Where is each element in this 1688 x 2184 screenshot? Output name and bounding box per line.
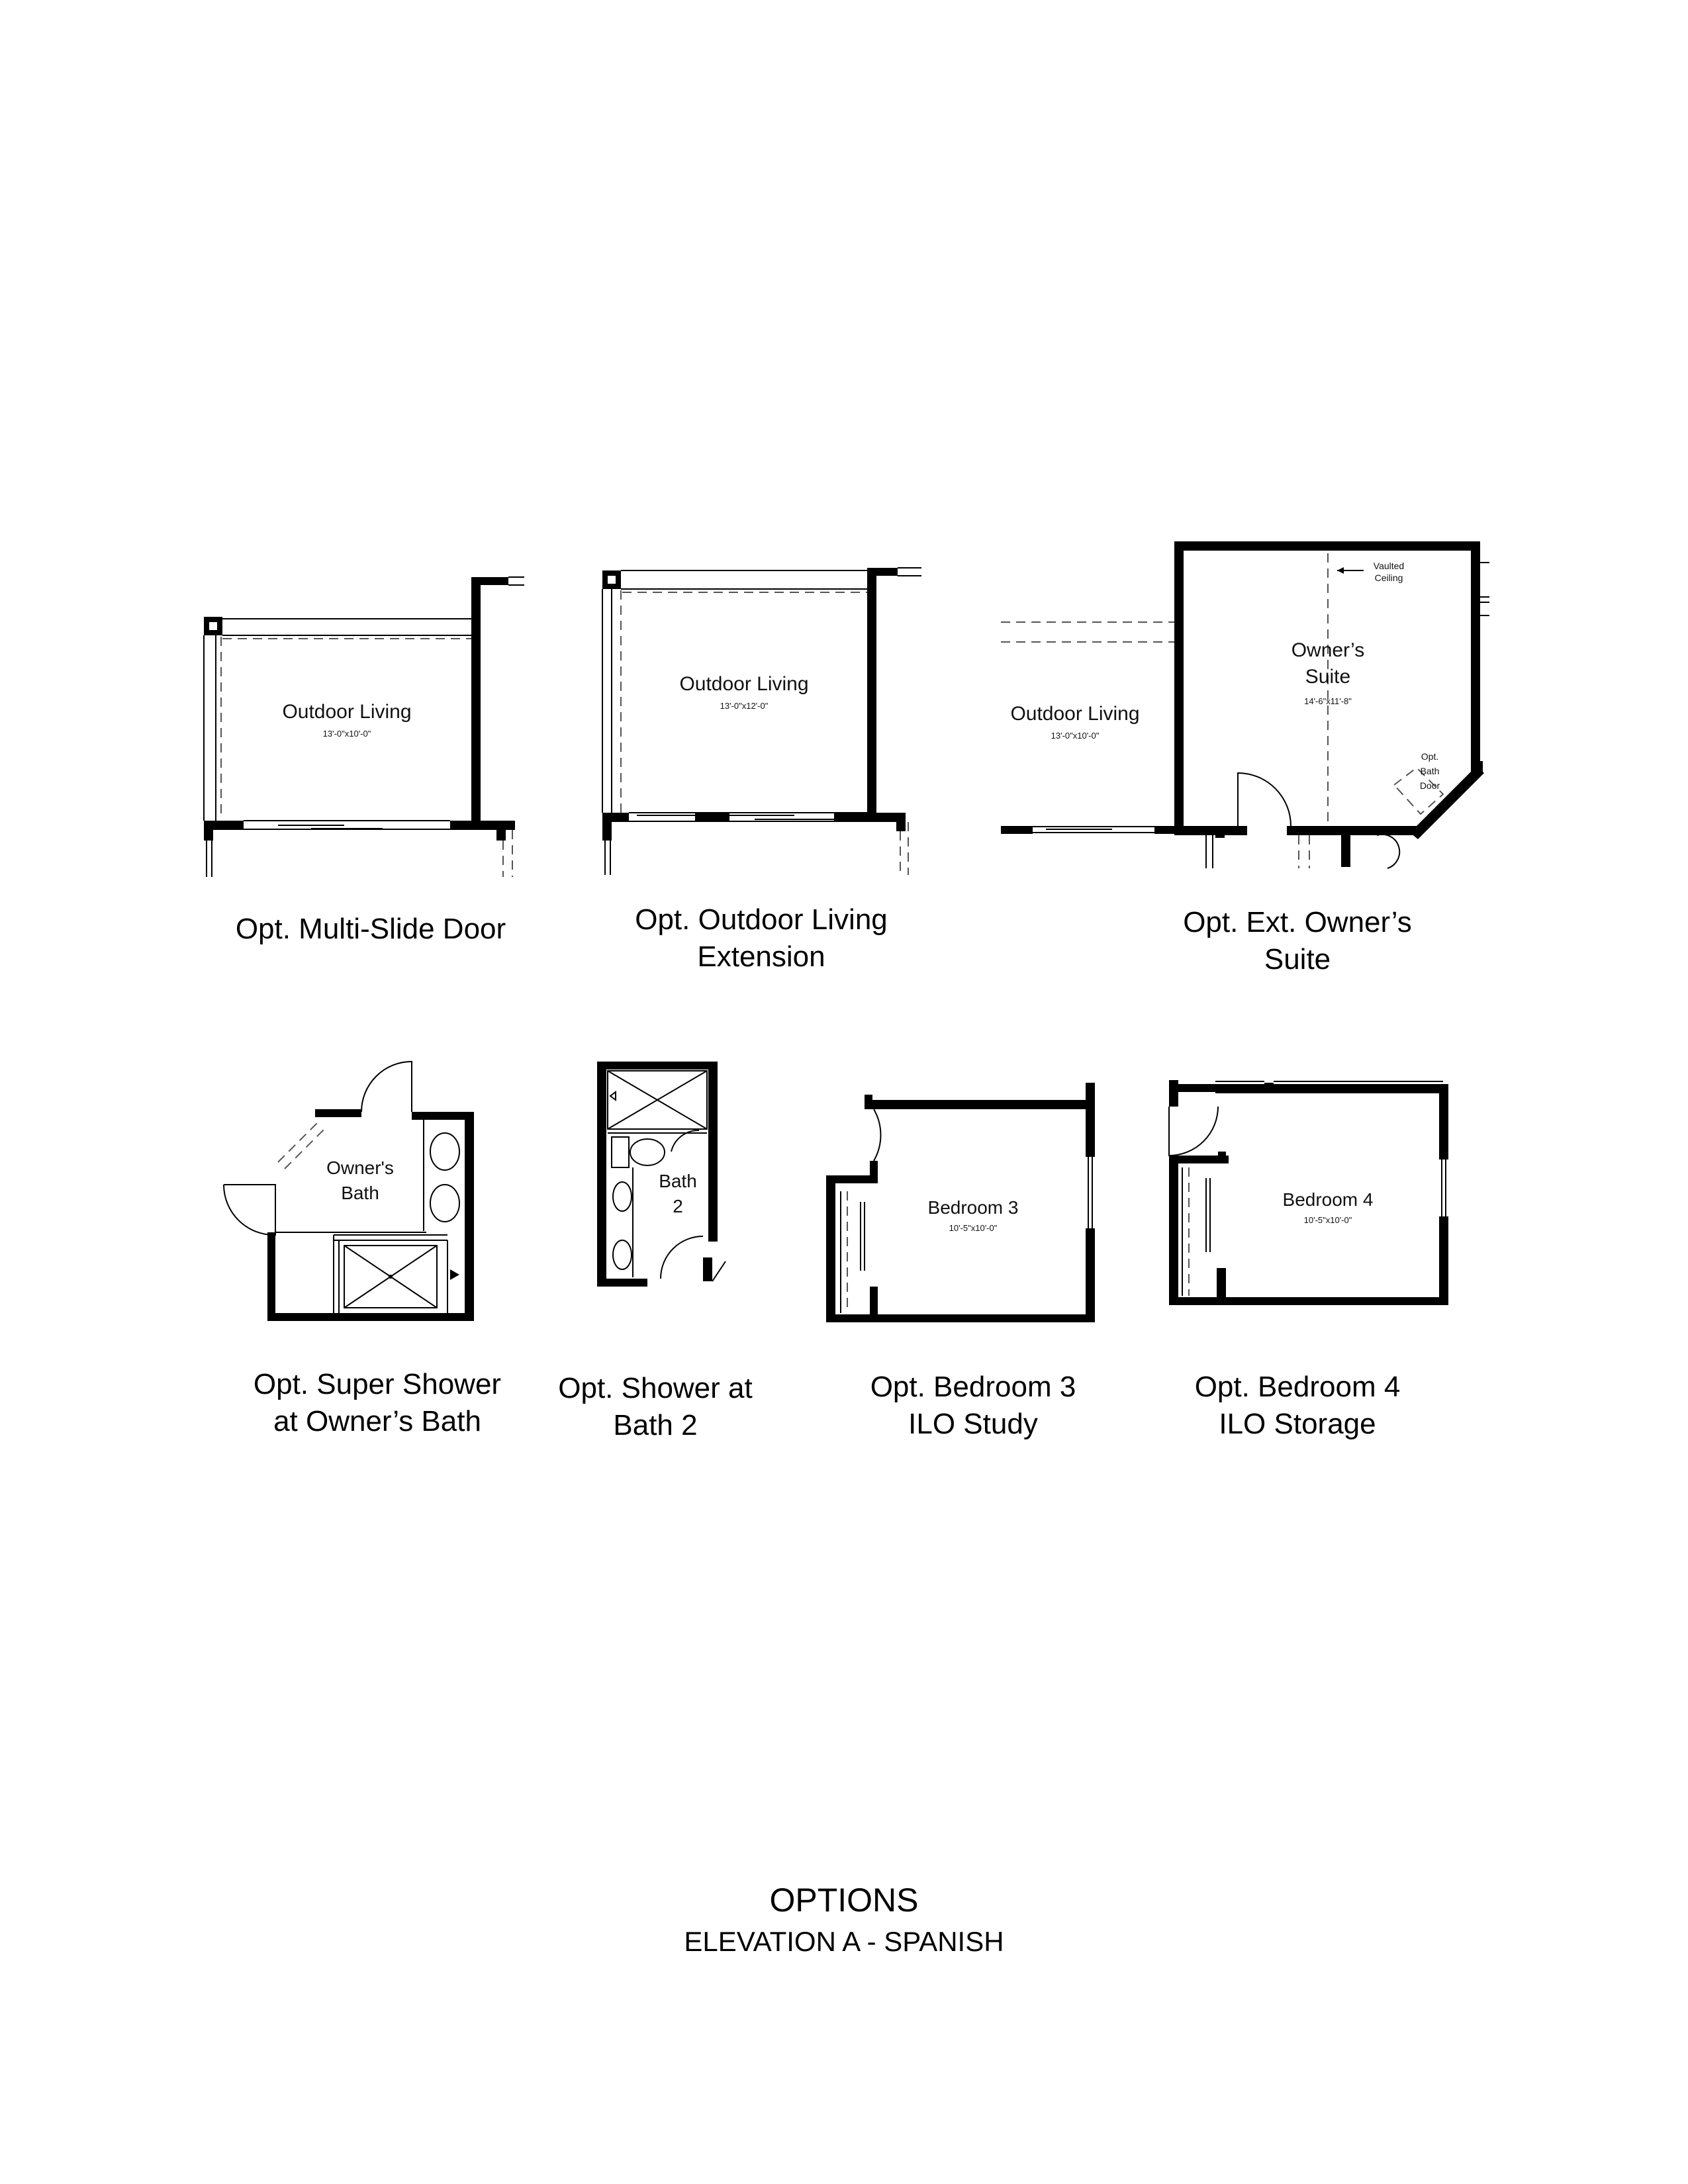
caption-line: Opt. Bedroom 4 [1194, 1371, 1401, 1403]
p5-bath-name-1: Bath [659, 1171, 697, 1191]
p3-vaulted-1: Vaulted [1373, 561, 1405, 571]
caption-outdoor-living-extension [596, 901, 927, 976]
caption-line: ILO Storage [1219, 1408, 1376, 1440]
p3-room-dim: 13'-0"x10'-0" [1051, 731, 1100, 741]
p2-room-dim: 13'-0"x12'-0" [720, 701, 769, 711]
caption-line: Opt. Multi-Slide Door [235, 913, 506, 945]
page-subtitle: ELEVATION A - SPANISH [684, 1926, 1004, 1957]
p3-door-2: Bath [1420, 766, 1440, 776]
plan-multi-slide-door [204, 577, 524, 877]
caption-super-shower [218, 1366, 536, 1440]
p3-door-1: Opt. [1421, 751, 1439, 762]
caption-ext-owners-suite [1132, 904, 1463, 978]
caption-line: Opt. Super Shower [253, 1368, 502, 1400]
p7-bed-dim: 10'-5"x10'-0" [1303, 1215, 1352, 1225]
plan-bedroom3 [826, 1083, 1095, 1322]
caption-line: Opt. Bedroom 3 [870, 1371, 1076, 1403]
p6-bed-dim: 10'-5"x10'-0" [949, 1223, 998, 1233]
p3-suite-name-1: Owner’s [1291, 639, 1365, 661]
p3-vaulted-2: Ceiling [1374, 572, 1403, 583]
caption-multi-slide-door [199, 911, 543, 948]
caption-line: Opt. Ext. Owner’s [1183, 906, 1412, 938]
caption-line: Bath 2 [613, 1409, 698, 1441]
plan-super-shower [224, 1062, 474, 1321]
caption-line: at Owner’s Bath [273, 1405, 481, 1437]
p4-bath-name-1: Owner's [326, 1158, 394, 1178]
plan-bedroom4 [1169, 1080, 1448, 1305]
p3-suite-name-2: Suite [1305, 666, 1351, 688]
p4-bath-name-2: Bath [341, 1183, 379, 1203]
caption-line: Extension [697, 940, 825, 973]
p1-room-name: Outdoor Living [282, 701, 412, 723]
caption-line: Opt. Shower at [558, 1372, 753, 1404]
p3-room-name: Outdoor Living [1010, 703, 1140, 725]
p3-door-3: Door [1419, 780, 1440, 791]
p7-bed-name: Bedroom 4 [1282, 1189, 1374, 1210]
plan-ext-owners-suite [1001, 541, 1489, 868]
caption-shower-bath2 [536, 1370, 774, 1444]
page-title: OPTIONS [769, 1882, 919, 1919]
plan-outdoor-living-extension [602, 568, 921, 875]
p1-room-dim: 13'-0"x10'-0" [322, 729, 371, 739]
caption-bedroom3 [841, 1369, 1105, 1443]
caption-line: Suite [1264, 943, 1331, 976]
p3-suite-dim: 14'-6"x11'-8" [1304, 696, 1352, 706]
p6-bed-name: Bedroom 3 [927, 1197, 1019, 1218]
caption-line: ILO Study [908, 1408, 1038, 1440]
p2-room-name: Outdoor Living [679, 673, 809, 695]
caption-bedroom4 [1158, 1369, 1436, 1443]
p5-bath-name-2: 2 [673, 1196, 683, 1216]
plan-shower-bath2 [597, 1062, 726, 1287]
caption-line: Opt. Outdoor Living [635, 903, 888, 936]
